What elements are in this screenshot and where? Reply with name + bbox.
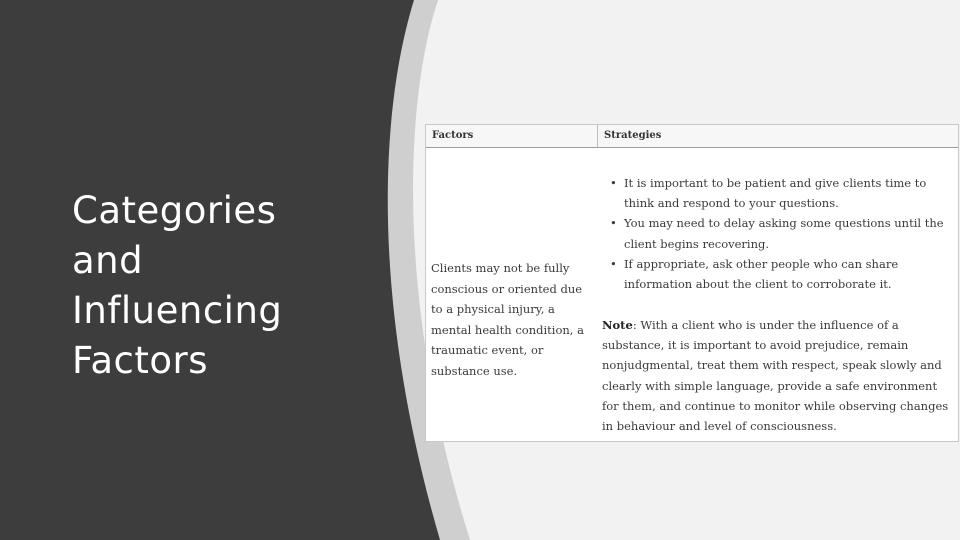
strategy-note: [602, 315, 952, 436]
header-divider: [426, 147, 958, 148]
bullet-icon: •: [610, 176, 617, 190]
header-factors: Factors: [426, 125, 598, 147]
note-text: : With a client who is under the influence of a substance, it is important to avoid prejudice, remain nonjudgmental, treat them with respect, speak slowly and clearly with simple language, provide a safe environment for them, and continue to monitor while observing changes in behaviour and level of consciousness.: [602, 318, 949, 434]
factor-cell: Clients may not be fully conscious or oriented due to a physical injury, a mental health condition, a traumatic event, or substance use.: [431, 261, 584, 378]
slide-title: Categories and Influencing Factors: [72, 189, 283, 382]
strategy-item: [602, 254, 954, 294]
strategy-text: If appropriate, ask other people who can share information about the client to corroborate it.: [624, 256, 899, 292]
strategy-text: You may need to delay asking some questions until the client begins recovering.: [624, 216, 944, 251]
bullet-icon: •: [610, 256, 617, 271]
strategy-item: [602, 213, 954, 253]
bullet-icon: •: [610, 216, 617, 231]
note-label: Note: [602, 318, 633, 332]
header-strategies: Strategies: [604, 130, 662, 141]
strategies-table: [425, 124, 959, 442]
strategy-list: [602, 173, 954, 294]
strategy-text: It is important to be patient and give clients time to think and respond to your questions.: [624, 176, 927, 211]
strategy-item: [602, 173, 954, 213]
table-header: [426, 125, 958, 148]
